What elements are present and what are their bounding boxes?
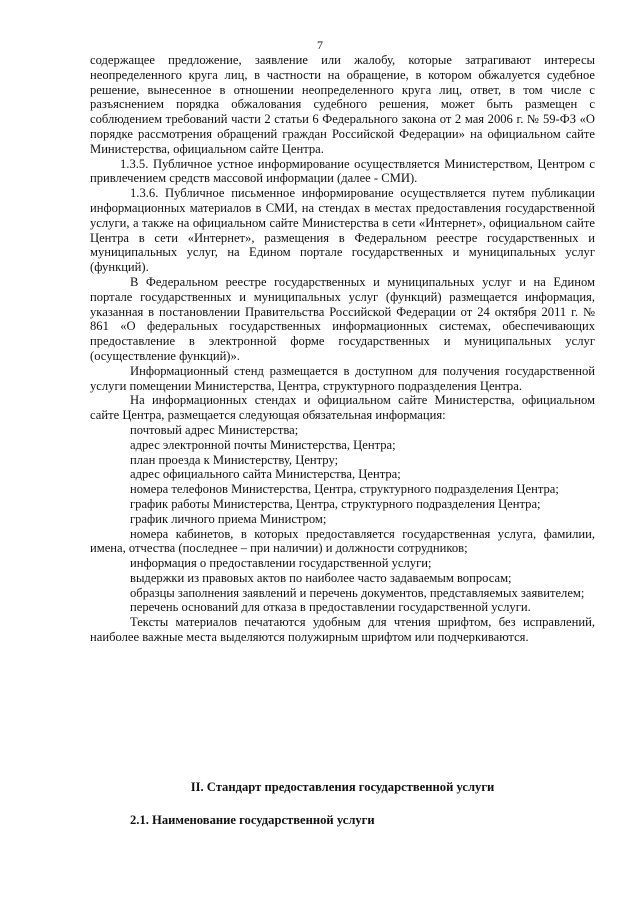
list-item: выдержки из правовых актов по наиболее часто задаваемым вопросам;: [130, 570, 512, 585]
paragraph: 1.3.5. Публичное устное информирование осуществляется Министерством, Центром с привлечением средств массовой информации (далее - СМИ).: [90, 156, 595, 186]
paragraph: В Федеральном реестре государственных и муниципальных услуг и на Едином портале государственных и муниципальных услуг (функций) размещается информация, указанная в постановлении Правительства Российской Федерации от 24 октября 2011 г. № 861 «О федеральных государственных информационных системах, обеспечивающих предоставление в электронной форме государственных и муниципальных услуг (осуществление функций)».: [90, 274, 595, 363]
list-item: информация о предоставлении государственной услуги;: [130, 556, 432, 571]
body-text: [90, 53, 595, 645]
subsection-heading: 2.1. Наименование государственной услуги: [130, 813, 375, 827]
list-item: график работы Министерства, Центра, структурного подразделения Центра;: [130, 496, 541, 511]
page-number: 7: [317, 38, 323, 52]
paragraph: Информационный стенд размещается в доступном для получения государственной услуги помещении Министерства, Центра, структурного подразделения Центра.: [90, 363, 595, 393]
list-item: график личного приема Министром;: [130, 511, 327, 526]
list-item: образцы заполнения заявлений и перечень документов, представляемых заявителем;: [130, 585, 585, 600]
list-item: перечень оснований для отказа в предоставлении государственной услуги.: [130, 600, 531, 615]
paragraph: На информационных стендах и официальном сайте Министерства, официальном сайте Центра, размещается следующая обязательная информация:: [90, 393, 595, 423]
section-heading: II. Стандарт предоставления государственной услуги: [190, 780, 495, 794]
list-item: адрес официального сайта Министерства, Центра;: [130, 467, 401, 482]
paragraph: Тексты материалов печатаются удобным для чтения шрифтом, без исправлений, наиболее важные места выделяются полужирным шрифтом или подчеркиваются.: [90, 615, 595, 645]
list-item: номера кабинетов, в которых предоставляется государственная услуга, фамилии, имена, отчества (последнее – при наличии) и должности сотрудников;: [90, 526, 595, 556]
list-item: номера телефонов Министерства, Центра, структурного подразделения Центра;: [130, 482, 559, 497]
list-item: план проезда к Министерству, Центру;: [130, 452, 339, 467]
list-item: адрес электронной почты Министерства, Центра;: [130, 437, 396, 452]
list-item: почтовый адрес Министерства;: [130, 422, 299, 437]
paragraph: содержащее предложение, заявление или жалобу, которые затрагивают интересы неопределенного круга лиц, в частности на обращение, в котором обжалуется судебное решение, вынесенное в отношении неопределенного круга лиц, ответ, в том числе с разъяснением порядка обжалования судебного решения, может быть размещен с соблюдением требований части 2 статьи 6 Федерального закона от 2 мая 2006 г. № 59-ФЗ «О порядке рассмотрения обращений граждан Российской Федерации» на официальном сайте Министерства, официальном сайте Центра.: [90, 53, 595, 156]
paragraph: 1.3.6. Публичное письменное информирование осуществляется путем публикации информационных материалов в СМИ, на стендах в местах предоставления государственной услуги, а также на официальном сайте Министерства в сети «Интернет», официальном сайте Центра в сети «Интернет», размещения в Федеральном реестре государственных и муниципальных услуг, на Едином портале государственных и муниципальных услуг (функций).: [90, 186, 595, 275]
